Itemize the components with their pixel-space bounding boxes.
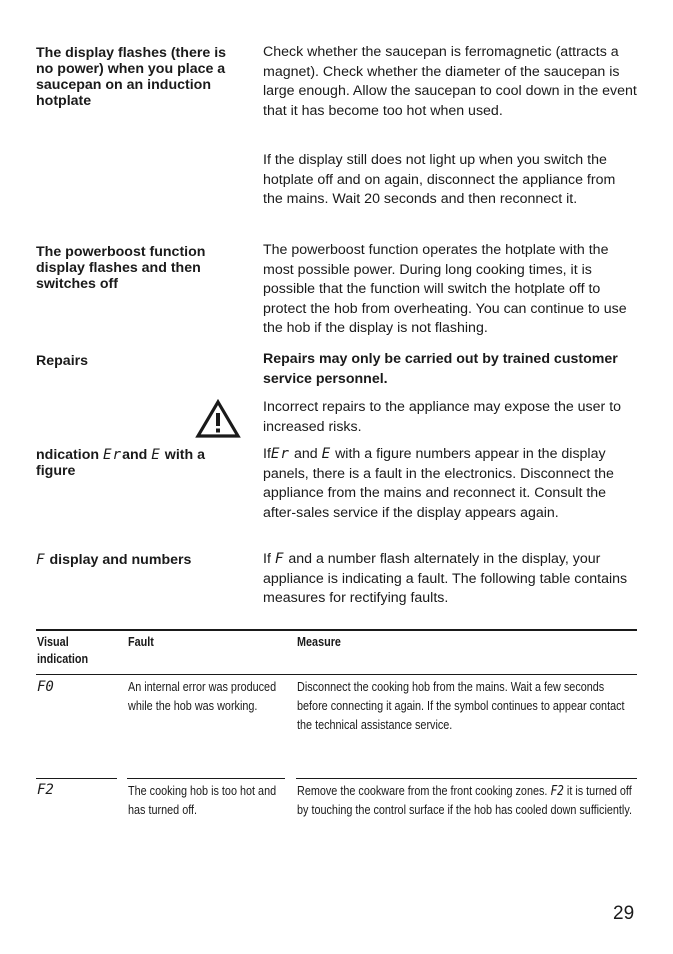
table-header-visual-indication: Visual indication	[37, 635, 89, 666]
e-text-code: E	[321, 446, 332, 462]
table-row-f2-fault: The cooking hob is too hot and has turned off.	[128, 784, 277, 817]
table-row-rule-col1	[36, 778, 117, 779]
table-header-rule	[36, 674, 637, 675]
fault-label-powerboost: The powerboost function display flashes and then switches off	[36, 244, 206, 292]
measure-text-powerboost: The powerboost function operates the hotplate with the most possible power. During long cooking times, it is possible that the function will switch the hotplate off to protect the hob from overheating. You can continue to use the hob if the display is not flashing.	[263, 242, 627, 337]
measure-text-er-e	[263, 445, 638, 523]
f-text-post: and a number flash alternately in the display, your appliance is indicating a fault. The following table contains measures for rectifying faults.	[263, 551, 628, 607]
measure-text-f-display	[263, 550, 638, 609]
f2-measure-code: F2	[550, 784, 564, 799]
repairs-risk-text: Incorrect repairs to the appliance may expose the user to increased risks.	[263, 399, 622, 435]
table-row-f0-code: F0	[37, 679, 54, 695]
f2-measure-pre: Remove the cookware from the front cooking zones.	[297, 784, 548, 798]
measure-text-no-power-2: If the display still does not light up when you switch the hotplate off and on again, disconnect the appliance from the mains. Wait 20 seconds and then reconnect it.	[263, 152, 616, 208]
er-text-post: with a figure numbers appear in the display panels, there is a fault in the electronics. Disconnect the appliance from the mains and reconnect it. Consult the after-sales service if the display appears again.	[263, 446, 614, 521]
measure-text-no-power-1: Check whether the saucepan is ferromagnetic (attracts a magnet). Check whether the diameter of the saucepan is large enough. Allow the saucepan to cool down in the event that it has become too hot when used.	[263, 44, 637, 119]
er-text-mid: and	[293, 446, 318, 462]
er-label-post: with a figure	[36, 447, 205, 479]
table-header-fault: Fault	[128, 635, 154, 649]
er-text-code: Er	[270, 446, 290, 462]
f-text-code: F	[274, 551, 285, 567]
table-header-measure: Measure	[297, 635, 341, 649]
table-row-f2-code: F2	[37, 782, 54, 798]
er-label-pre: ndication	[36, 447, 100, 463]
fault-label-er-e	[36, 447, 241, 479]
f-label-post: display and numbers	[49, 552, 192, 568]
table-row-rule-col3	[296, 778, 637, 779]
f-text-pre: If	[263, 551, 271, 567]
fault-label-repairs: Repairs	[36, 353, 89, 369]
fault-label-f-display	[36, 552, 241, 568]
er-text-pre: If	[263, 446, 271, 462]
page-number: 29	[613, 903, 635, 924]
e-code: E	[151, 447, 161, 463]
table-top-rule	[36, 629, 637, 631]
table-row-f2-measure	[297, 782, 632, 820]
er-label-mid: and	[122, 447, 148, 463]
warning-triangle-icon	[195, 399, 241, 439]
table-row-f0-fault: An internal error was produced while the hob was working.	[128, 680, 277, 713]
fault-label-no-power: The display flashes (there is no power) when you place a saucepan on an induction hotplate	[36, 45, 227, 109]
f2-measure-post: it is turned off by touching the control surface if the hob has cooled down sufficiently.	[297, 784, 632, 817]
repairs-warning-bold: Repairs may only be carried out by trained customer service personnel.	[263, 351, 618, 387]
f-code: F	[36, 552, 46, 568]
er-code: Er	[103, 447, 123, 463]
table-row-f0-measure: Disconnect the cooking hob from the mains. Wait a few seconds before connecting it again. If the symbol continues to appear contact the technical assistance service.	[297, 680, 625, 732]
table-row-rule-col2	[127, 778, 285, 779]
